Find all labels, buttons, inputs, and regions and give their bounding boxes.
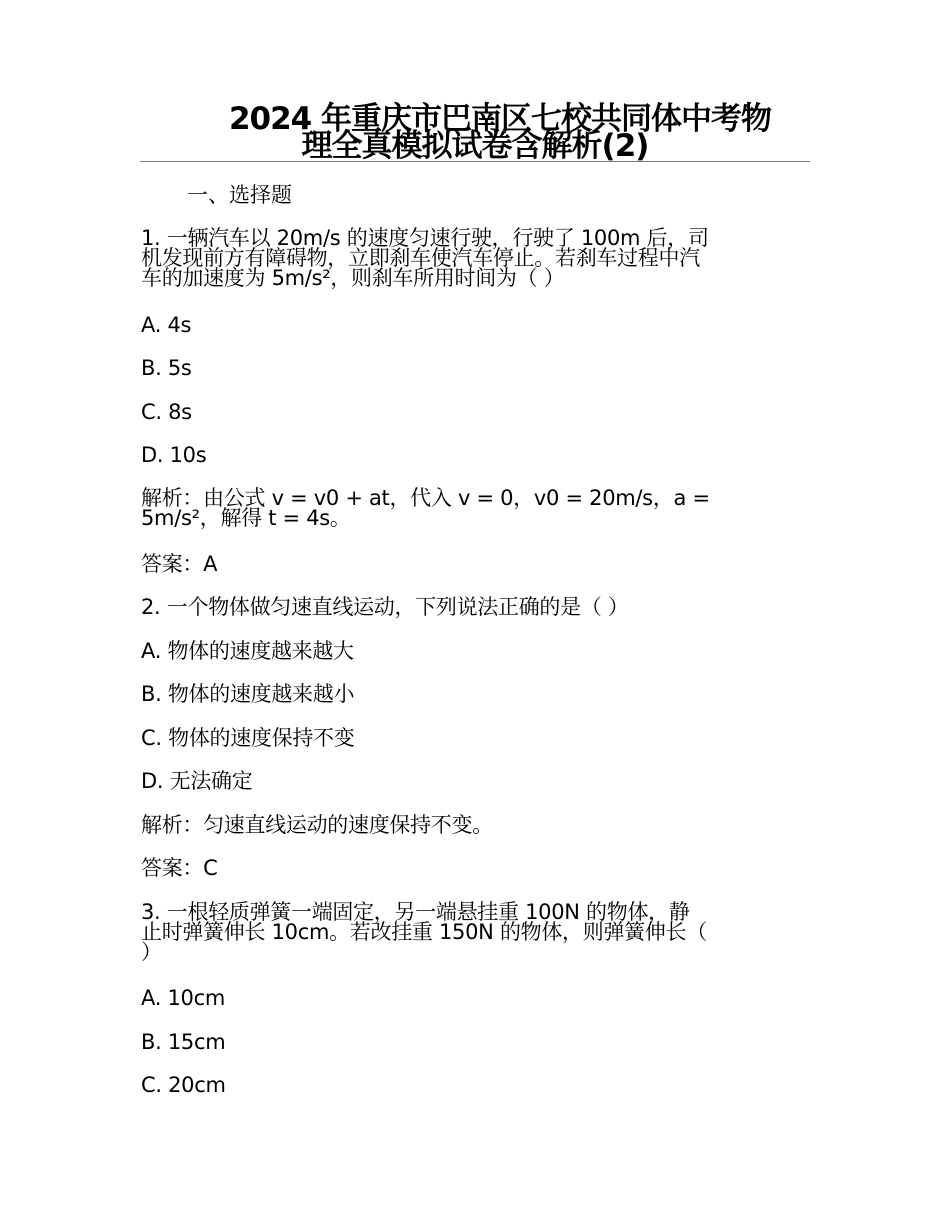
stem-line: 3. 一根轻质弹簧一端固定，另一端悬挂重 100N 的物体，静	[141, 900, 690, 924]
question-1-stem	[141, 228, 813, 288]
question-2-option-b: B. 物体的速度越来越小	[141, 682, 355, 706]
document-title	[140, 101, 810, 164]
stem-line: 止时弹簧伸长 10cm。若改挂重 150N 的物体，则弹簧伸长（	[141, 920, 707, 944]
question-2-option-c: C. 物体的速度保持不变	[141, 726, 355, 750]
question-3-option-b: B. 15cm	[141, 1030, 226, 1054]
stem-line: 机发现前方有障碍物，立即刹车使汽车停止。若刹车过程中汽	[141, 246, 700, 270]
stem-line: 1. 一辆汽车以 20m/s 的速度匀速行驶，行驶了 100m 后，司	[141, 226, 709, 250]
question-2-stem: 2. 一个物体做匀速直线运动，下列说法正确的是（ ）	[141, 595, 629, 619]
question-2-option-d: D. 无法确定	[141, 769, 253, 793]
question-1-option-c: C. 8s	[141, 400, 192, 424]
section-heading: 一、选择题	[187, 183, 292, 207]
question-3-option-a: A. 10cm	[141, 986, 225, 1010]
question-3-option-c: C. 20cm	[141, 1073, 226, 1097]
question-1-option-a: A. 4s	[141, 313, 192, 337]
question-1-answer: 答案：A	[141, 552, 218, 576]
title-line-2: 理全真模拟试卷含解析(2)	[301, 128, 649, 164]
question-1-analysis	[141, 488, 813, 528]
question-2-option-a: A. 物体的速度越来越大	[141, 639, 354, 663]
analysis-line: 解析：由公式 v = v0 + at，代入 v = 0，v0 = 20m/s，a =	[141, 486, 710, 510]
question-2-answer: 答案：C	[141, 856, 218, 880]
analysis-line: 5m/s²，解得 t = 4s。	[141, 506, 351, 530]
title-line-1: 2024 年重庆市巴南区七校共同体中考物	[228, 101, 772, 137]
title-underline	[140, 161, 810, 162]
stem-line: ）	[141, 940, 162, 964]
question-3-stem	[141, 902, 813, 962]
stem-line: 车的加速度为 5m/s²，则刹车所用时间为（ ）	[141, 266, 565, 290]
question-2-analysis: 解析：匀速直线运动的速度保持不变。	[141, 813, 493, 837]
question-1-option-b: B. 5s	[141, 356, 192, 380]
question-1-option-d: D. 10s	[141, 443, 207, 467]
